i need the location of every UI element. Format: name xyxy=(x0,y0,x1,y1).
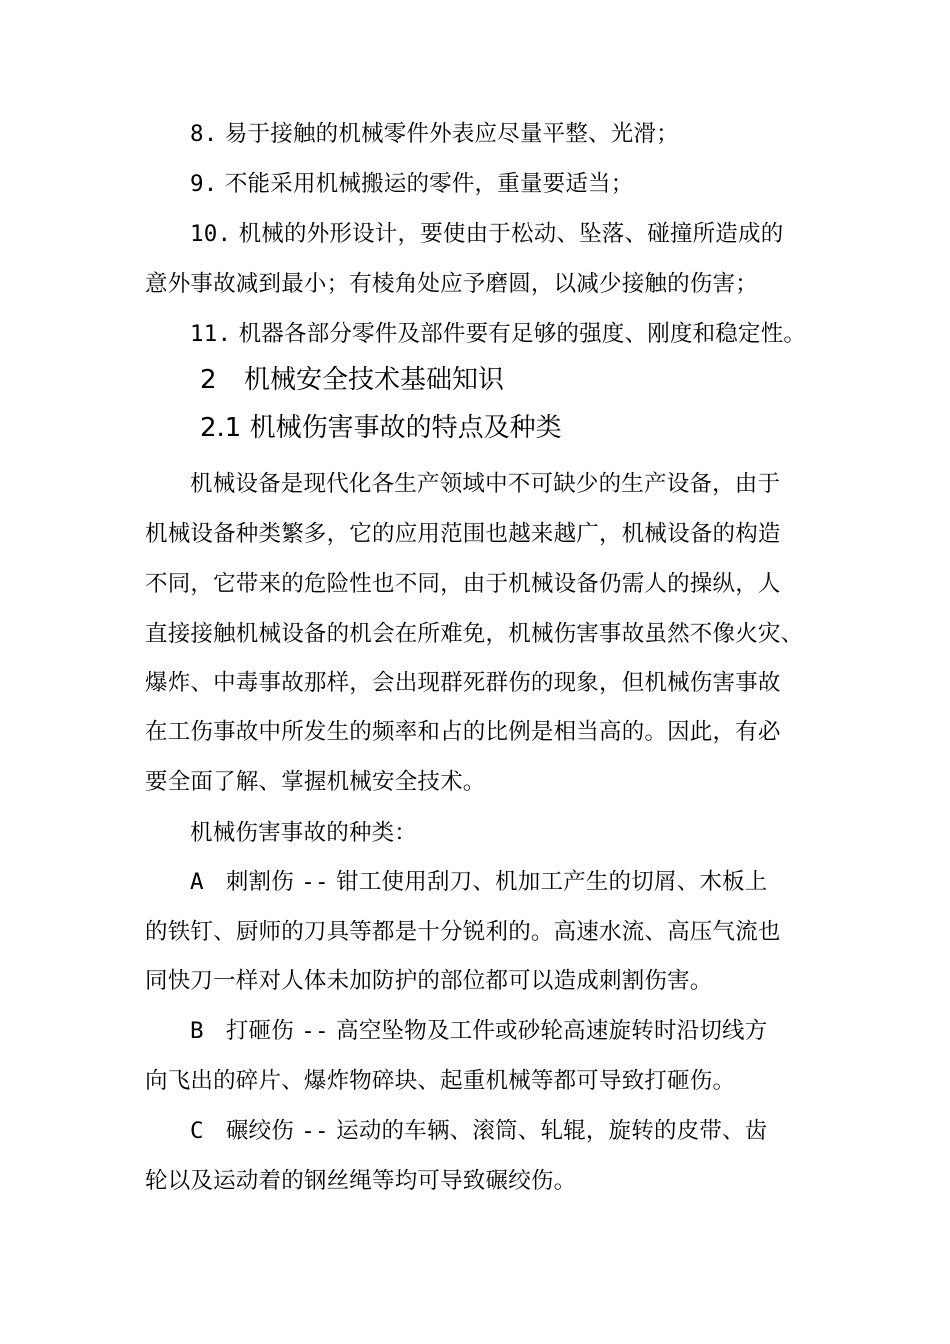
injury-type-b xyxy=(190,1015,767,1047)
list-item-number: 8. xyxy=(190,121,218,147)
paragraph-line: 机械设备是现代化各生产领域中不可缺少的生产设备，由于 xyxy=(190,471,781,497)
paragraph-line: 在工伤事故中所发生的频率和占的比例是相当高的。因此，有必 xyxy=(145,719,781,745)
paragraph-line: 直接接触机械设备的机会在所难免，机械伤害事故虽然不像火灾、 xyxy=(145,621,804,647)
paragraph-line: 爆炸、中毒事故那样，会出现群死群伤的现象，但机械伤害事故 xyxy=(145,670,781,696)
injury-type-c xyxy=(190,1115,767,1147)
injury-type-name: 刺割伤 xyxy=(225,869,294,895)
list-item-text: 易于接触的机械零件外表应尽量平整、光滑； xyxy=(224,121,679,147)
section-title: 机械安全技术基础知识 xyxy=(244,365,505,395)
list-item-number: 11. xyxy=(190,321,232,347)
injury-type-letter: A xyxy=(190,869,204,895)
list-item-10-continuation: 意外事故减到最小；有棱角处应予磨圆，以减少接触的伤害； xyxy=(145,271,758,297)
injury-type-separator: -- xyxy=(301,869,329,895)
section-number: 2 xyxy=(200,365,217,395)
injury-type-c-line: 轮以及运动着的钢丝绳等均可导致碾绞伤。 xyxy=(145,1168,577,1194)
injury-type-separator: -- xyxy=(301,1118,329,1144)
paragraph-line: 要全面了解、掌握机械安全技术。 xyxy=(145,769,486,795)
paragraph-line: 不同，它带来的危险性也不同，由于机械设备仍需人的操纵，人 xyxy=(145,571,781,597)
list-item-text: 不能采用机械搬运的零件，重量要适当； xyxy=(224,171,634,197)
injury-type-letter: B xyxy=(190,1018,204,1044)
section-heading xyxy=(200,362,504,398)
paragraph-line: 机械设备种类繁多，它的应用范围也越来越广，机械设备的构造 xyxy=(145,521,781,547)
injury-type-text: 运动的车辆、滚筒、轧辊，旋转的皮带、齿 xyxy=(336,1118,768,1144)
list-item-number: 10. xyxy=(190,221,232,247)
injury-type-a xyxy=(190,866,767,898)
types-heading: 机械伤害事故的种类： xyxy=(190,820,418,846)
list-item-9 xyxy=(190,168,633,200)
list-item-text: 机器各部分零件及部件要有足够的强度、刚度和稳定性。 xyxy=(238,321,807,347)
list-item-text: 机械的外形设计，要使由于松动、坠落、碰撞所造成的 xyxy=(238,221,784,247)
list-item-11 xyxy=(190,318,806,350)
injury-type-text: 高空坠物及工件或砂轮高速旋转时沿切线方 xyxy=(336,1018,768,1044)
injury-type-a-line: 的铁钉、厨师的刀具等都是十分锐利的。高速水流、高压气流也 xyxy=(145,919,781,945)
injury-type-letter: C xyxy=(190,1118,204,1144)
injury-type-name: 碾绞伤 xyxy=(225,1118,294,1144)
list-item-10 xyxy=(190,218,783,250)
list-item-8 xyxy=(190,118,679,150)
subsection-heading: 2.1 机械伤害事故的特点及种类 xyxy=(200,413,562,443)
injury-type-b-line: 向飞出的碎片、爆炸物碎块、起重机械等都可导致打砸伤。 xyxy=(145,1068,736,1094)
injury-type-a-line: 同快刀一样对人体未加防护的部位都可以造成刺割伤害。 xyxy=(145,968,713,994)
injury-type-separator: -- xyxy=(301,1018,329,1044)
injury-type-name: 打砸伤 xyxy=(225,1018,294,1044)
list-item-number: 9. xyxy=(190,171,218,197)
injury-type-text: 钳工使用刮刀、机加工产生的切屑、木板上 xyxy=(336,869,768,895)
